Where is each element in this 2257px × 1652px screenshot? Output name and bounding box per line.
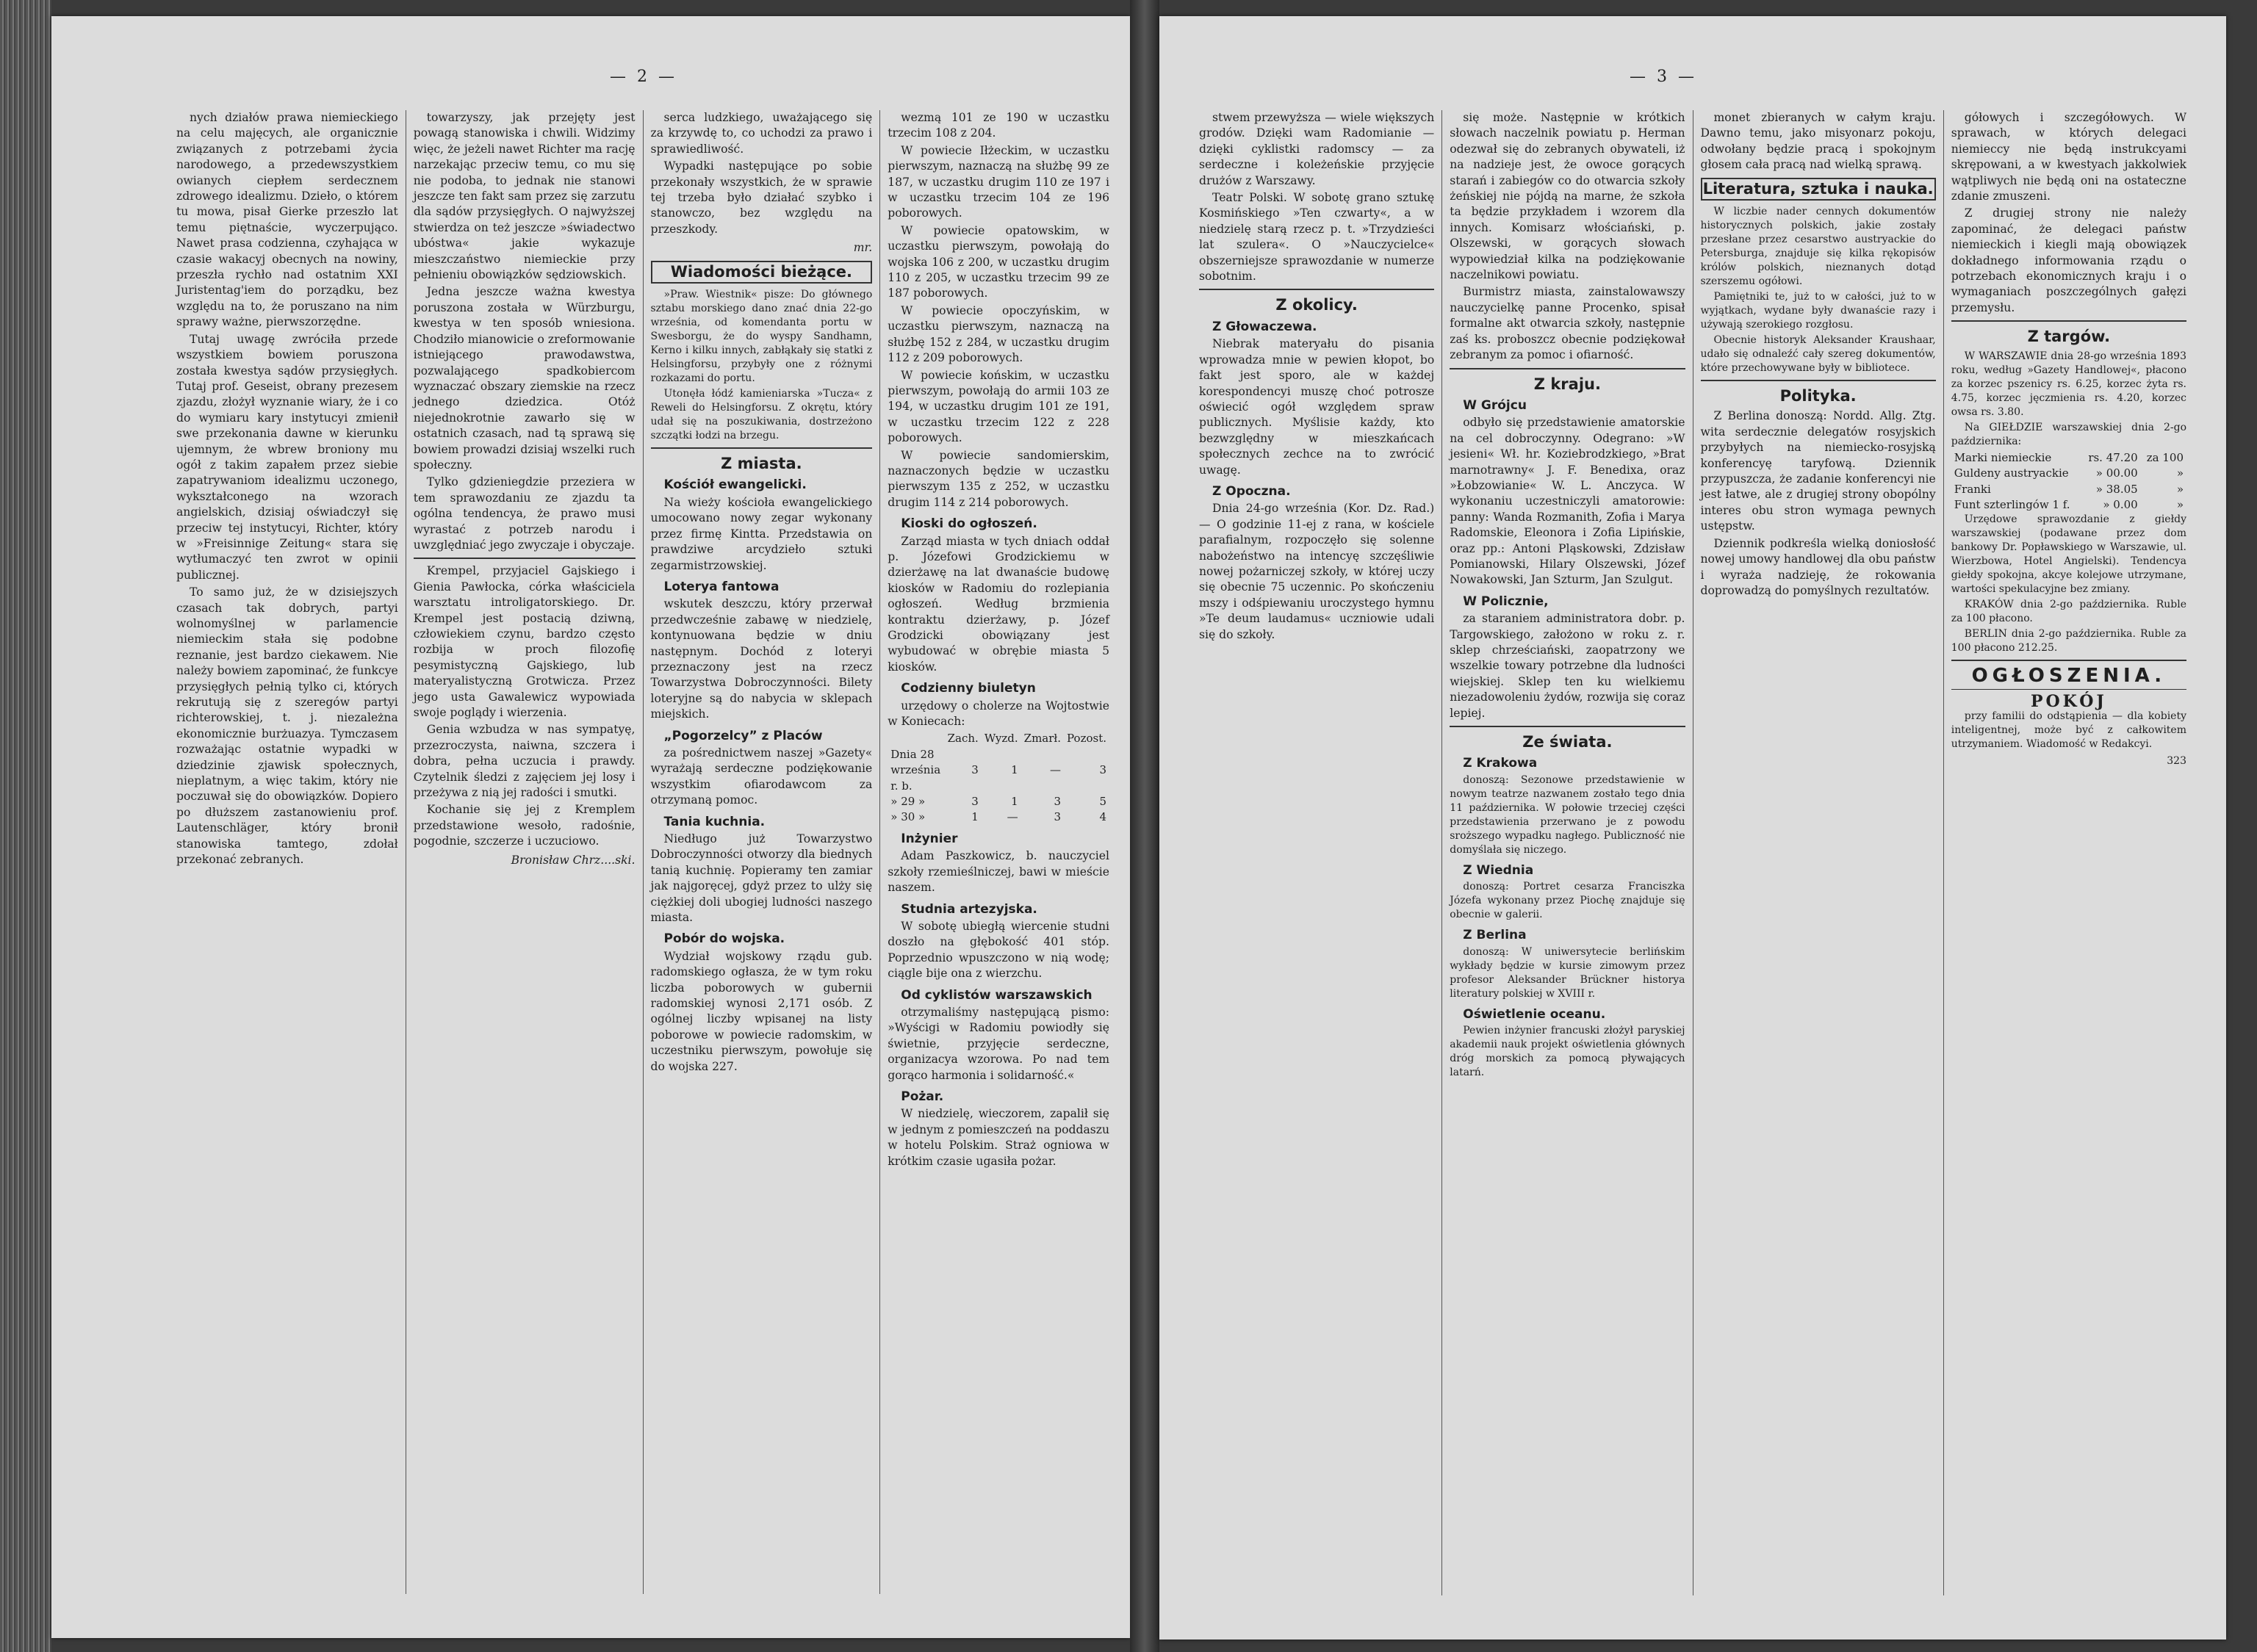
- table-header-row: [888, 731, 1109, 746]
- paragraph: W liczbie nader cennych dokumentów historycznych polskich, jakie zostały przesłane przez cesarstwo austryackie do Petersburga, znajduje się kilka rękopisów królów polskich, nieznanych dotąd szerszemu ogółowi.: [1700, 206, 1936, 288]
- paragraph: Tylko gdzieniegdzie przeziera w tem sprawozdaniu ze zjazdu ta ogólna tendencya, że prawo musi wyrastać z potrzeb narodu i uwzględniać jego zwyczaje i obyczaje.: [413, 475, 636, 552]
- table-cell: —: [1007, 810, 1018, 824]
- paragraph: wskutek deszczu, który przerwał przedwcześnie zabawę w niedzielę, kontynuowana będzie w dniu następnym. Dochód z loteryi przeznaczony jest na rzecz Towarzystwa Dobroczynności. Bilety loteryjne są do nabycia w sklepach miejskich.: [650, 597, 873, 721]
- paragraph: Dziennik podkreśla wielką doniosłość nowej umowy handlowej dla obu państw i wyraża nadzieję, że rokowania doprowadzą do pomyślnych rezultatów.: [1700, 536, 1936, 597]
- page-number: — 3 —: [1630, 68, 1697, 86]
- paragraph: W niedzielę, wieczorem, zapalił się w jednym z pomieszczeń na poddaszu w hotelu Polskim. Straż ogniowa w krótkim czasie ugasiła pożar.: [888, 1107, 1109, 1168]
- paragraph: Z Berlina donoszą: Nordd. Allg. Ztg. wita serdecznie delegatów rosyjskich przybyłych na niemiecko-rosyjską konferencyę taryfową. Dziennik przypuszcza, że zadanie konferencyi nie jest łatwe, ale z drugiej strony obopólny interes obu stron wymaga pewnych ustępstw.: [1700, 409, 1936, 533]
- paragraph: Tutaj uwagę zwróciła przede wszystkiem bowiem poruszona została kwestya sądów przysięgłych. Tutaj prof. Geseist, obrany prezesem zjazdu, złożył wyznanie wiary, że i co do wymiaru kary instytucyi zmienił swe przekonania dawne w kierunku ujemnym, że wbrew broniony mu ogół z takim zapałem przez siebie zapatrywaniom idealizmu uczonego, wykształconego na wzorach angielskich, dzisiaj oświadczył się przeciw tej instytucyi, Richter, który w »Freisinnige Zeitung« stara się wytłumaczyć ten zwrot w opinii publicznej.: [176, 332, 398, 582]
- page-number: — 2 —: [610, 68, 677, 86]
- paragraph: W powiecie końskim, w uczastku pierwszym, powołają do armii 103 ze 194, w uczastku drugim 101 ze 191, w uczastku trzecim 122 z 228 poborowych.: [888, 368, 1109, 445]
- paragraph: Niebrak materyału do pisania wprowadza mnie w pewien kłopot, bo fakt jest sporo, ale w każdej korespondencyi muszę choć potrosze oświecić ogół względem spraw publicznych. Myślisie każdy, kto bezwzględny w mieszkańcach społecznych zechce na to zwrócić uwagę.: [1199, 337, 1435, 477]
- paragraph: gółowych i szczegółowych. W sprawach, w których delegaci niemieccy nie będą instrukcyami skrępowani, a w kwestyach jakkolwiek wątpliwych nie będą oni na ostateczne zdanie zmuszeni.: [1951, 111, 2186, 203]
- table-header: [888, 731, 944, 746]
- table-cell: » 00.00: [2095, 466, 2138, 480]
- table-cell: rs. 47.20: [2088, 450, 2138, 464]
- subsection-title: W Policznie,: [1463, 594, 1549, 609]
- table-cell: 4: [1099, 810, 1106, 824]
- subsection-title: Tania kuchnia.: [663, 814, 766, 829]
- table-cell: Franki: [1954, 482, 1991, 496]
- table-row: [1951, 497, 2186, 513]
- table-cell: 5: [1099, 795, 1106, 809]
- paragraph: Teatr Polski. W sobotę grano sztukę Kosmińskiego »Ten czwarty«, a w niedzielę starą rzecz p. t. »Trzydzieści lat szulera«. O »Nauczycielce« obszerniejsze sprawozdanie w numerze sobotnim.: [1199, 191, 1435, 284]
- subsection-title: Codzienny biuletyn: [901, 681, 1036, 696]
- section-title: Wiadomości bieżące.: [670, 262, 853, 281]
- subsection-title: Z Głowaczewa.: [1212, 319, 1317, 334]
- table-cell: 3: [1054, 795, 1062, 809]
- table-cell: Guldeny austryackie: [1954, 466, 2069, 480]
- table-cell: » 0.00: [2103, 497, 2138, 511]
- ad-text: przy familii do odstąpienia — dla kobiety inteligentnej, może być z całkowitem utrzymaniem. Wiadomość w Redakcyi.: [1951, 710, 2186, 751]
- table-cell: Dnia 28 września r. b.: [890, 747, 941, 793]
- column-4: [880, 110, 1117, 1594]
- table-cell: 3: [1054, 810, 1062, 824]
- paragraph: W powiecie Iłżeckim, w uczastku pierwszym, naznaczą na służbę 99 ze 187, w uczastku drugim 110 ze 197 i w uczastku trzecim 104 ze 196 poborowych.: [888, 143, 1109, 220]
- table-cell: »: [2176, 482, 2184, 496]
- table-cell: » 29 »: [890, 795, 926, 809]
- table-header: Wyzd.: [984, 732, 1018, 746]
- signature: Bronisław Chrz....ski.: [511, 853, 636, 867]
- table-cell: —: [1050, 763, 1062, 777]
- paragraph: W powiecie sandomierskim, naznaczonych będzie w uczastku pierwszym 135 z 252, w uczastku drugim 114 z 214 poborowych.: [888, 448, 1109, 509]
- table-header: Zach.: [947, 732, 979, 746]
- table-cell: »: [2176, 497, 2184, 511]
- paragraph: donoszą: W uniwersytecie berlińskim wykłady będzie w kursie zimowym przez profesor Aleksander Brückner historya literatury polskiej w XVIII r.: [1450, 945, 1685, 1000]
- paragraph: Pamiętniki te, już to w całości, już to w wyjątkach, wydane były dwanaście razy i używają szerokiego rozgłosu.: [1700, 291, 1936, 331]
- ads-title: OGŁOSZENIA.: [1971, 665, 2167, 688]
- paragraph: W WARSZAWIE dnia 28-go września 1893 roku, według »Gazety Handlowej«, płacono za korzec pszenicy rs. 6.25, korzec żyta rs. 4.75, korzec jęczmienia rs. 4.20, korzec owsa rs. 3.80.: [1951, 350, 2186, 418]
- columns: [1192, 110, 2194, 1595]
- paragraph: Pewien inżynier francuski złożył paryskiej akademii nauk projekt oświetlenia głównych dróg morskich za pomocą pływających latarń.: [1450, 1025, 1685, 1079]
- paragraph: stwem przewyższa — wiele większych grodów. Dzięki wam Radomianie — dzięki cyklistki radomscy — za serdeczne i koleżeńskie przyjęcie drużów z Warszawy.: [1199, 111, 1435, 187]
- divider: [1951, 320, 2186, 322]
- column-2: [1442, 110, 1693, 1595]
- table-row: [1951, 466, 2186, 481]
- subsection-title: Kioski do ogłoszeń.: [901, 516, 1037, 532]
- section-title: Z miasta.: [721, 455, 802, 473]
- subsection-title: Loterya fantowa: [663, 579, 780, 594]
- paragraph: Burmistrz miasta, zainstalowawszy nauczycielkę panne Procenko, spisał formalne akt otwarcia szkoły, następnie zaś ks. proboszcz obecnie podziękował zebranym za pomoc i ofiarność.: [1450, 285, 1685, 362]
- subsection-title: Oświetlenie oceanu.: [1463, 1006, 1606, 1022]
- exchange-table: [1951, 450, 2186, 513]
- section-title: Literatura, sztuka i nauka.: [1702, 179, 1934, 198]
- paragraph: Z drugiej strony nie należy zapominać, że delegaci państw niemieckich i kiegli mają obowiązek dokładnego informowania rządu o potrzebach ekonomicznych kraju i o wymaganiach poszczególnych gałęzi przemysłu.: [1951, 206, 2186, 314]
- paragraph: BERLIN dnia 2-go października. Ruble za 100 płacono 212.25.: [1951, 628, 2186, 654]
- paragraph: Urzędowe sprawozdanie z giełdy warszawskiej (podawane przez dom bankowy Dr. Popławskiego w Warszawie, ul. Wierzbowa, Hotel Angielski). Tendencya giełdy spokojna, akcye kolejowe utrzymane, wartości spekulacyjne bez zmiany.: [1951, 513, 2186, 596]
- subsection-title: Kościół ewangelicki.: [663, 477, 807, 493]
- paragraph: się może. Następnie w krótkich słowach naczelnik powiatu p. Herman odezwał się do zebranych obywateli, iż na nadzieje jest, że owoce gorących starań i zabiegów co do otwarcia szkoły żeńskiej nie pójdą na marne, że szkoła ta będzie przykładem i wzorem dla innych. Komisarz włościański, p. Olszewski, w gorących słowach wypowiedział kilka na podziękowanie naczelnikowi powiatu.: [1450, 111, 1685, 282]
- divider: [414, 558, 636, 559]
- table-row: [888, 794, 1109, 809]
- table-header: Pozost.: [1067, 732, 1106, 746]
- table-header: Zmarł.: [1023, 732, 1062, 746]
- subsection-title: Z Wiednia: [1463, 862, 1534, 878]
- subsection-title: Od cyklistów warszawskich: [901, 987, 1092, 1003]
- book-gutter: [1130, 0, 1159, 1652]
- table-cell: »: [2176, 466, 2184, 480]
- paragraph: monet zbieranych w całym kraju. Dawno temu, jako misyonarz pokoju, odwołany będzie pracą i spokojnym głosem cała pracą nad wielką sprawą.: [1700, 111, 1936, 172]
- column-1: [1192, 110, 1442, 1595]
- paragraph: nych działów prawa niemieckiego na celu majęcych, ale organicznie związanych z potrzebami życia narodowego, a przedewszystkiem owianych ciepłem serdecznem zdrowego idealizmu. Dzieło, o którem tu mowa, pisał Gierke przeszło lat temu piętnaście, wyczerpująco. Nawet prasa codzienna, czyhająca w czasie wakacyj obecnych na nowiny, przeszła rychło nad ostatnim XXI Juristentag'iem do porządku, bez względu na to, że poruszano na nim sprawy ważne, pierwszorzędne.: [176, 111, 398, 329]
- section-title: Z kraju.: [1533, 375, 1601, 393]
- subsection-title: Studnia artezyjska.: [901, 901, 1037, 917]
- divider: [1951, 689, 2186, 690]
- subsection-title: Pobór do wojska.: [663, 931, 785, 947]
- left-page: [51, 16, 1130, 1638]
- divider: [1951, 660, 2186, 661]
- paragraph: Adam Paszkowicz, b. nauczyciel szkoły rzemieślniczej, bawi w mieście naszem.: [888, 849, 1109, 895]
- table-cell: 3: [971, 795, 979, 809]
- subsection-title: Pożar.: [901, 1089, 944, 1104]
- paragraph: Niedługo już Towarzystwo Dobroczynności otworzy dla biednych tanią kuchnię. Popieramy ten zamiar jak najgoręcej, gdyż przez to ulży się ciężkiej doli ubogiej ludności naszego miasta.: [650, 832, 873, 925]
- paragraph: Utonęła łódź kamieniarska »Tucza« z Reweli do Helsingforsu. Z okrętu, który udał się na poszukiwania, dostrzeżono szczątki łodzi na brzegu.: [650, 388, 873, 442]
- paragraph: donoszą: Portret cesarza Franciszka Józefa wykonany przez Piochę znajduje się obecnie w galerii.: [1450, 881, 1685, 921]
- paragraph: Wypadki następujące po sobie przekonały wszystkich, że w sprawie tej trzeba było działać szybko i stanowczo, bez względu na przeszkody.: [650, 159, 873, 236]
- table-cell: 1: [971, 810, 979, 824]
- table-row: [1951, 482, 2186, 497]
- paragraph: wezmą 101 ze 190 w uczastku trzecim 108 z 204.: [888, 111, 1109, 140]
- ad-number: 323: [2167, 755, 2186, 768]
- paragraph: Na GIEŁDZIE warszawskiej dnia 2-go października:: [1951, 421, 2186, 447]
- ad-title: POKÓJ: [2030, 691, 2107, 711]
- divider: [1450, 368, 1685, 369]
- paragraph: urzędowy o cholerze na Wojtostwie w Koniecach:: [888, 699, 1109, 729]
- paragraph: Wydział wojskowy rządu gub. radomskiego ogłasza, że w tym roku liczba poborowych w gubernii radomskiej wynosi 2,171 osób. Z ogólnej liczby wpisanej na listy poborowe w powiecie radomskim, w uczestniku pierwszym, powołuje się do wojska 227.: [650, 949, 873, 1073]
- table-cell: 1: [1011, 763, 1018, 777]
- paragraph: Zarząd miasta w tych dniach oddał p. Józefowi Grodzickiemu w dzierżawę na lat dwanaście budowę kiosków w Radomiu do rozlepiania ogłoszeń. Według brzmienia kontraktu dzierżawy, p. Józef Grodzicki obowiązany jest wybudować w obrębie miasta 5 kiosków.: [888, 534, 1109, 674]
- columns: [169, 110, 1117, 1594]
- paragraph: Krempel, przyjaciel Gajskiego i Gienia Pawłocka, córka właściciela warsztatu introligatorskiego. Dr. Krempel jest postacią dziwną, człowiekiem czynu, bardzo często rozbija w proch filozofię pesymistyczną Gajskiego, lub materyalistyczną Grotwicza. Przez jego usta Gawalewicz wypowiada swoje poglądy i wierzenia.: [413, 564, 636, 720]
- table-cell: Funt szterlingów 1 f.: [1954, 497, 2070, 511]
- cholera-table: [888, 731, 1109, 825]
- divider: [1199, 289, 1434, 290]
- table-cell: Marki niemieckie: [1954, 450, 2052, 464]
- column-1: [169, 110, 406, 1594]
- paragraph: Jedna jeszcze ważna kwestya poruszona została w Würzburgu, kwestya w ten sposób wniesiona. Chodziło mianowicie o zreformowanie istniejącego prawodawstwa, pozwalającego spadkobiercom wyznaczać obszary ziemskie na rzecz jednego dziedzica. Otóż niejednokrotnie zawarło się w ostatnich czasach, nad tą sprawą się bowiem prowadzi dzisiaj wszelki ruch społeczny.: [413, 285, 636, 472]
- table-row: [888, 809, 1109, 825]
- paragraph: donoszą: Sezonowe przedstawienie w nowym teatrze nazwanem zostało tego dnia 11 października. W połowie trzeciej części przedstawienia przerwano je z powodu sroższego wypadku nagłego. Publiczność nie domyślała się niczego.: [1450, 773, 1685, 856]
- column-3: [1693, 110, 1944, 1595]
- paragraph: za staraniem administratora dobr. p. Targowskiego, założono w roku z. r. sklep chrześciański, zaopatrzony we wszelkie towary potrzebne dla ludności wiejskiej. Sklep ten ku wielkiemu niezadowoleniu żydów, rozwija się coraz lepiej.: [1450, 612, 1685, 720]
- paragraph: »Praw. Wiestnik« pisze: Do głównego sztabu morskiego dano znać dnia 22-go września, od komendanta portu w Swesborgu, że do wyspy Sandhamn, Kerno i kilku innych, zabłąkały się statki z Helsingforsu, przybyły one z różnymi rozkazami do portu.: [650, 289, 873, 385]
- divider: [1450, 726, 1685, 727]
- table-row: [888, 747, 1109, 794]
- paragraph: W powiecie opatowskim, w uczastku pierwszym, powołają do wojska 106 z 200, w uczastku drugim 110 z 205, w uczastku trzecim 99 ze 187 poborowych.: [888, 223, 1109, 300]
- paragraph: W powiecie opoczyńskim, w uczastku pierwszym, naznaczą na służbę 152 z 284, w uczastku drugim 112 z 209 poborowych.: [888, 303, 1109, 365]
- paragraph: Genia wzbudza w nas sympatyę, przezroczysta, naiwna, szczera i dobra, pełna uczucia i prawdy. Czytelnik śledzi z zajęciem jej losy i przeżywa z nią jej radości i smutki.: [413, 723, 636, 800]
- table-cell: » 38.05: [2095, 482, 2138, 496]
- book-edge: [0, 0, 51, 1652]
- section-title: Ze świata.: [1522, 733, 1613, 751]
- table-cell: 3: [971, 763, 979, 777]
- paragraph: Na wieży kościoła ewangelickiego umocowano nowy zegar wykonany przez firmę Kintta. Przedstawia on prawdziwe arcydzieło sztuki zegarmistrzowskiej.: [650, 495, 873, 572]
- table-cell: » 30 »: [890, 810, 926, 824]
- section-header-box: [651, 261, 873, 284]
- table-cell: za 100: [2146, 450, 2184, 464]
- right-page: [1159, 16, 2226, 1640]
- paragraph: Kochanie się jej z Kremplem przedstawione wesoło, radośnie, pogodnie, szczerze i uczuciowo.: [413, 803, 636, 848]
- table-row: [1951, 450, 2186, 466]
- paragraph: otrzymaliśmy następującą pismo: »Wyścigi w Radomiu powiodły się świetnie, przyjęcie serdeczne, organizacya wzorowa. Po nad tem gorąco harmonia i solidarność.«: [888, 1005, 1109, 1082]
- subsection-title: Z Krakowa: [1463, 756, 1538, 771]
- paragraph: za pośrednictwem naszej »Gazety« wyrażają serdeczne podziękowanie wszystkim ofiarodawcom za otrzymaną pomoc.: [650, 746, 873, 807]
- column-4: [1944, 110, 2194, 1595]
- paragraph: To samo już, że w dzisiejszych czasach tak dobrych, partyi wolnomyślnej w parlamencie niemieckim stała się podobne reznanie, jest bardzo ciekawem. Nie należy bowiem zapominać, że funkcye przysięgłych pełnią tylko ci, których rekrutują się z szeregów partyi richterowskiej, t. j. niezależna ekonomicznie burżuazya. Tymczasem rozważając ostatnie wypadki w dziedzinie zjawisk społecznych, nieplatnym, a więc takim, który nie poczuwał się do obowiązków. Dopiero po dłuższem zastanowieniu prof. Lautenschläger, który bronił stanowiska tamtego, zdołał przekonać zebranych.: [176, 585, 398, 867]
- subsection-title: „Pogorzelcy” z Placów: [663, 728, 823, 743]
- section-title: Z targów.: [2027, 328, 2111, 346]
- paragraph: Dnia 24-go września (Kor. Dz. Rad.) — O godzinie 11-ej z rana, w kościele parafialnym, rozpoczęło się solenne nabożeństwo na intencyę szczęśliwie nowej pożarniczej szkoły, w której uczy się obecnie 75 uczennic. Po skończeniu mszy i odśpiewaniu uroczystego hymnu »Te deum laudamus« uczniowie udali się do szkoły.: [1199, 502, 1435, 641]
- table-cell: 3: [1099, 763, 1106, 777]
- paragraph: towarzyszy, jak przejęty jest powagą stanowiska i chwili. Widzimy więc, że jeżeli nawet Richter ma rację narzekając przeciw temu, co mu się nie podoba, to jednak nie stanowi jeszcze ten fakt sam przez się zarzutu dla sądów przysięgłych. O najwyższej stwierdza on też jeszcze »świadectwo ubóstwa« jakie wykazuje mieszczaństwo niemieckie przy pełnieniu obowiązków sędziowskich.: [413, 111, 636, 282]
- subsection-title: Z Berlina: [1463, 928, 1527, 943]
- paragraph: KRAKÓW dnia 2-go października. Ruble za 100 płacono.: [1951, 599, 2186, 625]
- column-3: [644, 110, 881, 1594]
- paragraph: serca ludzkiego, uważającego się za krzywdę to, co uchodzi za prawo i sprawiedliwość.: [650, 111, 873, 156]
- section-title: Polityka.: [1779, 387, 1857, 405]
- paragraph: Obecnie historyk Aleksander Kraushaar, udało się odnaleźć cały szereg dokumentów, które przechowywane były w bibliotece.: [1700, 334, 1936, 375]
- signature: mr.: [853, 241, 873, 255]
- table-cell: 1: [1011, 795, 1018, 809]
- divider: [1701, 380, 1936, 381]
- section-title: Z okolicy.: [1275, 296, 1358, 314]
- subsection-title: W Grójcu: [1463, 397, 1527, 413]
- subsection-title: Inżynier: [901, 831, 958, 846]
- paragraph: odbyło się przedstawienie amatorskie na cel dobroczynny. Odegrano: »W jesieni« Wł. hr. Koziebrodzkiego, »Brat marnotrawny« J. F. Benedixa, oraz »Łobzowianie« W. L. Anczyca. W wykonaniu uczestniczyli amatorowie: panny: Wanda Rozmanith, Zofia i Marya Radomskie, Eleonora i Zofia Lipińskie, oraz pp.: Antoni Pląskowski, Zdzisław Pomianowski, Hilary Olszewski, Józef Nowakowski, Jan Szturm, Jan Szulgut.: [1450, 416, 1685, 587]
- subsection-title: Z Opoczna.: [1212, 483, 1291, 499]
- paragraph: W sobotę ubiegłą wiercenie studni doszło na głębokość 401 stóp. Poprzednio wpuszczono w nią wodę; ciągle bije ona z wierzchu.: [888, 919, 1109, 981]
- column-2: [406, 110, 644, 1594]
- section-header-box: [1701, 178, 1936, 201]
- divider: [651, 447, 873, 449]
